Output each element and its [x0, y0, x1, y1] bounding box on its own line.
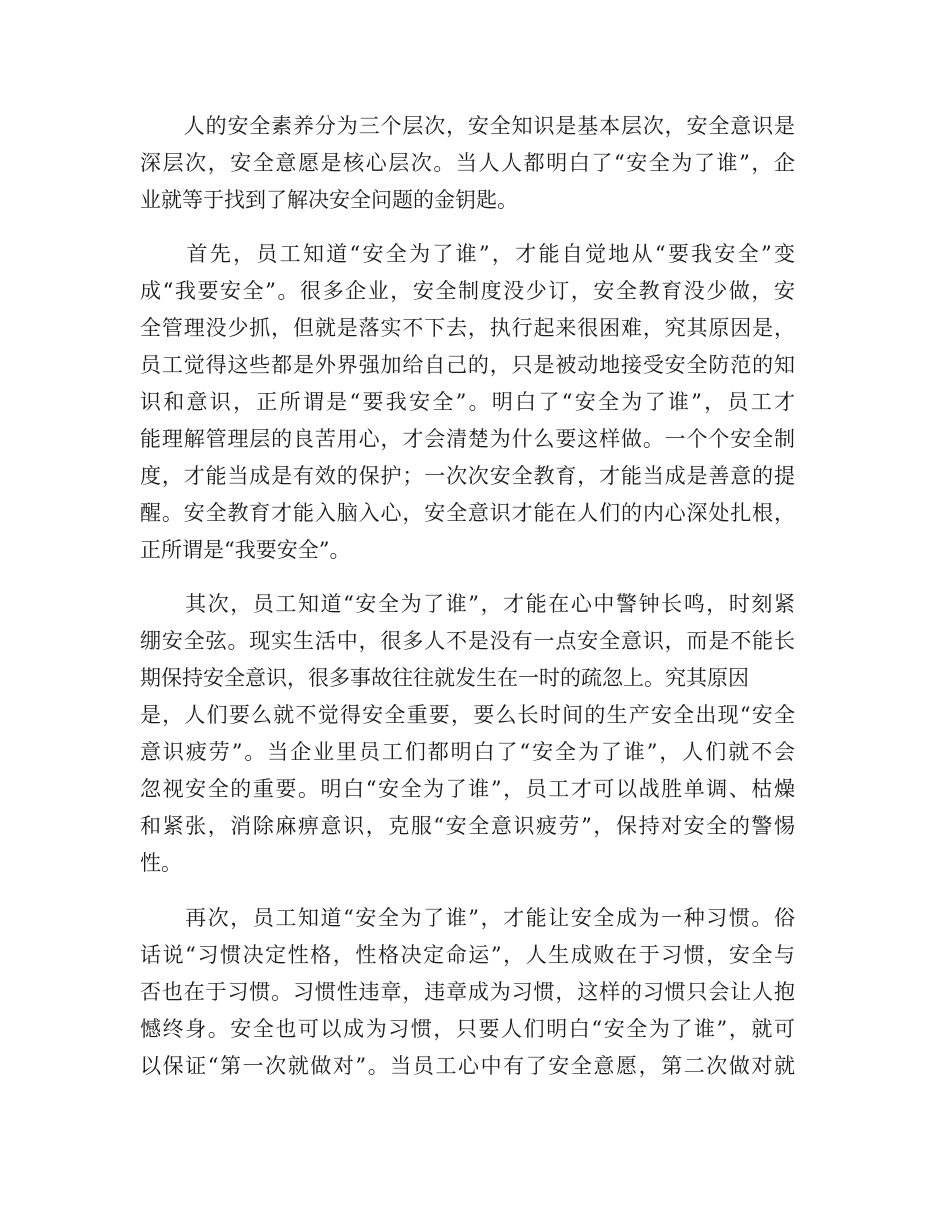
text-line: 全管理没少抓，但就是落实不下去，执行起来很困难，究其原因是， — [140, 316, 795, 340]
text-line: 能理解管理层的良苦用心，才会清楚为什么要这样做。一个个安全制 — [140, 427, 795, 451]
text-line: 识和意识，正所谓是“要我安全”。明白了“安全为了谁”，员工才 — [140, 390, 795, 414]
text-line: 人的安全素养分为三个层次，安全知识是基本层次，安全意识是 — [140, 114, 795, 138]
paragraph-first — [140, 236, 795, 569]
text-line: 成“我要安全”。很多企业，安全制度没少订，安全教育没少做，安 — [140, 279, 795, 303]
text-line: 度，才能当成是有效的保护；一次次安全教育，才能当成是善意的提 — [140, 464, 795, 488]
text-line: 忽视安全的重要。明白“安全为了谁”，员工才可以战胜单调、枯燥 — [140, 777, 795, 801]
text-line: 深层次，安全意愿是核心层次。当人人都明白了“安全为了谁”，企 — [140, 151, 795, 175]
text-line: 绷安全弦。现实生活中，很多人不是没有一点安全意识，而是不能长 — [140, 629, 795, 653]
text-line: 憾终身。安全也可以成为习惯，只要人们明白“安全为了谁”，就可 — [140, 1017, 795, 1041]
text-line: 意识疲劳”。当企业里员工们都明白了“安全为了谁”，人们就不会 — [140, 740, 795, 764]
paragraph-third — [140, 900, 795, 1085]
text-line: 员工觉得这些都是外界强加给自己的，只是被动地接受安全防范的知 — [140, 353, 795, 377]
text-line: 期保持安全意识，很多事故往往就发生在一时的疏忽上。究其原因 — [140, 666, 749, 690]
text-line: 其次，员工知道“安全为了谁”，才能在心中警钟长鸣，时刻紧 — [140, 592, 795, 616]
text-line: 首先，员工知道“安全为了谁”，才能自觉地从“要我安全”变 — [140, 242, 795, 266]
paragraph-intro — [140, 108, 795, 219]
text-line: 再次，员工知道“安全为了谁”，才能让安全成为一种习惯。俗 — [140, 906, 795, 930]
text-line: 正所谓是“我要安全”。 — [140, 538, 351, 562]
paragraph-second — [140, 586, 795, 882]
text-line: 以保证“第一次就做对”。当员工心中有了安全意愿，第二次做对就 — [140, 1054, 795, 1078]
text-line: 话说“习惯决定性格，性格决定命运”，人生成败在于习惯，安全与 — [140, 943, 795, 967]
text-line: 否也在于习惯。习惯性违章，违章成为习惯，这样的习惯只会让人抱 — [140, 980, 795, 1004]
text-line: 是，人们要么就不觉得安全重要，要么长时间的生产安全出现“安全 — [140, 703, 795, 727]
text-line: 业就等于找到了解决安全问题的金钥匙。 — [140, 188, 518, 212]
text-line: 醒。安全教育才能入脑入心，安全意识才能在人们的内心深处扎根， — [140, 501, 795, 525]
text-line: 和紧张，消除麻痹意识，克服“安全意识疲劳”，保持对安全的警惕 — [140, 814, 795, 838]
text-line: 性。 — [140, 851, 182, 875]
